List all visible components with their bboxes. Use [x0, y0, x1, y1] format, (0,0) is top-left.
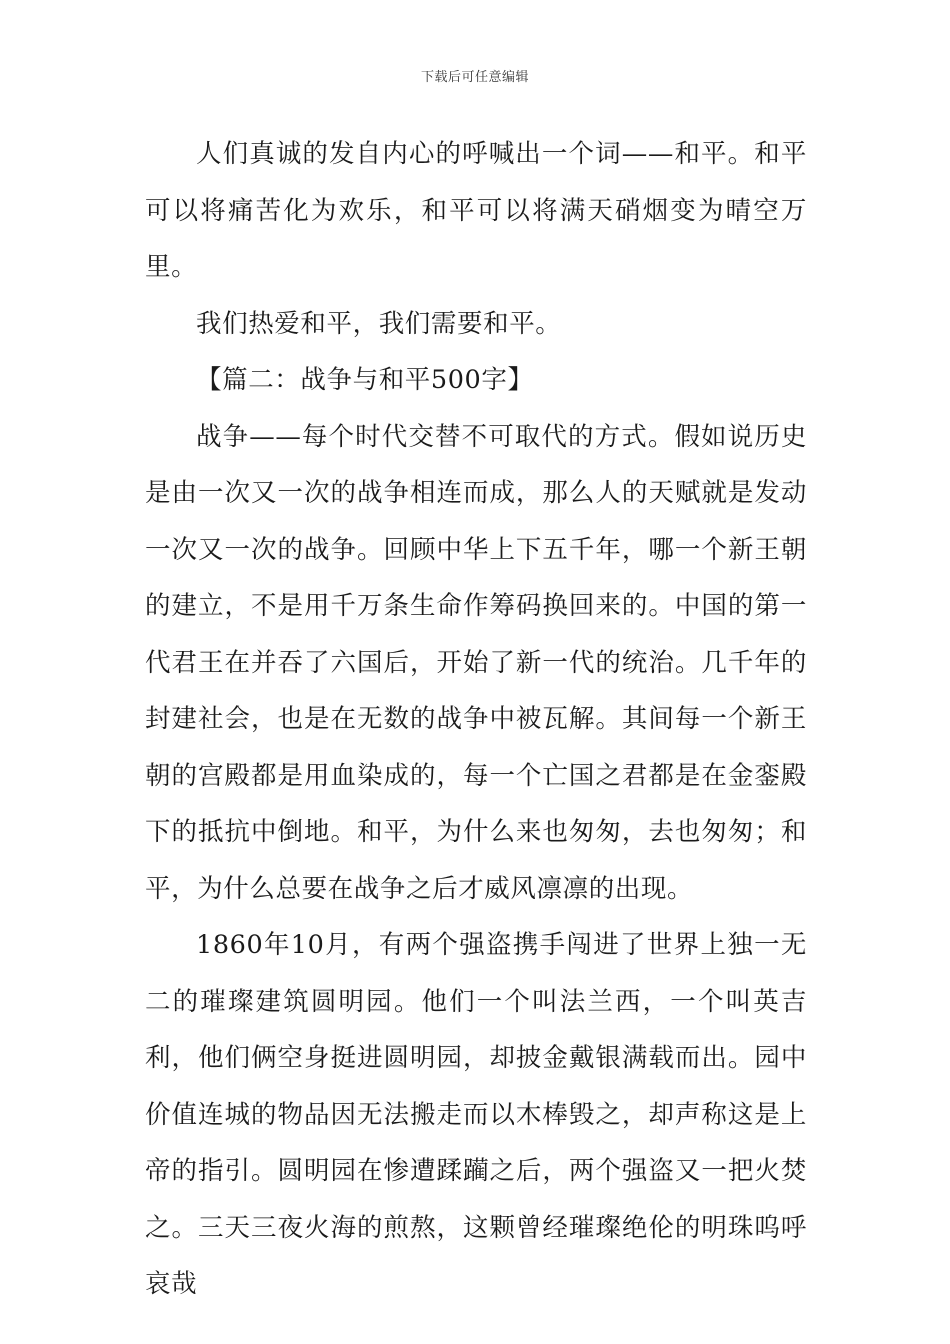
page-header: 下载后可任意编辑 — [420, 70, 529, 85]
section-heading: 【篇二：战争与和平500字】 — [196, 365, 534, 395]
paragraph-2: 我们热爱和平，我们需要和平。 — [196, 308, 562, 339]
paragraph-3: 战争——每个时代交替不可取代的方式。假如说历史是由一次又一次的战争相连而成，那么人的天赋就是发动一次又一次的战争。回顾中华上下五千年，哪一个新王朝的建立，不是用千万条生命作筹码换回来的。中国的第一代君王在并吞了六国后，开始了新一代的统治。几千年的封建社会，也是在无数的战争中被瓦解。其间每一个新王朝的宫殿都是用血染成的，每一个亡国之君都是在金銮殿下的抵抗中倒地。和平，为什么来也匆匆，去也匆匆；和平，为什么总要在战争之后才威风凛凛的出现。 — [145, 421, 807, 904]
paragraph-4: 1860年10月，有两个强盗携手闯进了世界上独一无二的璀璨建筑圆明园。他们一个叫法兰西，一个叫英吉利，他们俩空身挺进圆明园，却披金戴银满载而出。园中价值连城的物品因无法搬走而以木棒毁之，却声称这是上帝的指引。圆明园在惨遭蹂躏之后，两个强盗又一把火焚之。三天三夜火海的煎熬，这颗曾经璀璨绝伦的明珠呜呼哀哉 — [145, 930, 807, 1299]
document-body — [145, 126, 807, 1313]
paragraph-1: 人们真诚的发自内心的呼喊出一个词——和平。和平可以将痛苦化为欢乐，和平可以将满天硝烟变为晴空万里。 — [145, 139, 807, 282]
